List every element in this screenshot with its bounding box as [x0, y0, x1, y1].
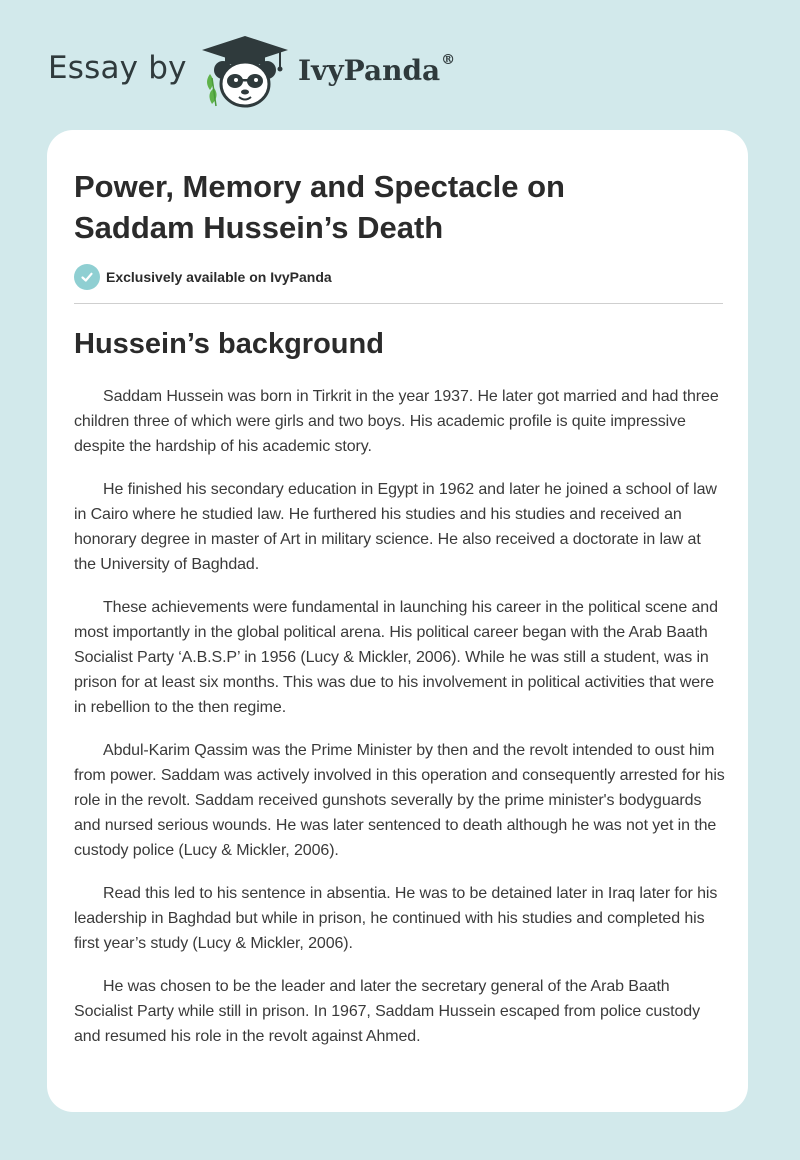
- essay-card: [47, 130, 748, 1112]
- paragraph: He was chosen to be the leader and later the secretary general of the Arab Baath Socialist Party while still in prison. In 1967, Saddam Hussein escaped from police custody and resumed his role in the revolt against Ahmed.: [74, 978, 700, 1045]
- exclusive-badge: [74, 264, 332, 290]
- paragraph: He finished his secondary education in Egypt in 1962 and later he joined a school of law in Cairo where he studied law. He furthered his studies and his studies and received an honorary degree in master of Art in military science. He also received a doctorate in law at the University of Baghdad.: [74, 481, 717, 573]
- exclusive-badge-label: Exclusively available on IvyPanda: [106, 269, 332, 285]
- title-divider: [74, 303, 723, 304]
- check-circle-icon: [74, 264, 100, 290]
- section-heading: Hussein’s background: [74, 328, 384, 360]
- site-header: [48, 30, 548, 110]
- paragraph: These achievements were fundamental in launching his career in the political scene and most importantly in the global political arena. His political career began with the Arab Baath Socialist Party ‘A.B.S.P’ in 1956 (Lucy & Mickler, 2006). While he was still a student, was in prison for at least six months. This was due to his involvement in political activities that were in rebellion to the then regime.: [74, 599, 718, 716]
- essay-title: Power, Memory and Spectacle on Saddam Hussein’s Death: [74, 169, 565, 245]
- paragraph: Read this led to his sentence in absentia. He was to be detained later in Iraq later for his leadership in Baghdad but while in prison, he continued with his studies and completed his first year’s study (Lucy & Mickler, 2006).: [74, 885, 718, 952]
- paragraph: Saddam Hussein was born in Tirkrit in the year 1937. He later got married and had three children three of which were girls and two boys. His academic profile is quite impressive despite the hardship of his academic story.: [74, 388, 719, 455]
- essay-by-label: Essay by: [48, 50, 187, 86]
- ivypanda-logo-icon[interactable]: [200, 34, 290, 110]
- registered-mark: ®: [441, 52, 456, 68]
- ivypanda-brand-name[interactable]: [298, 54, 455, 87]
- essay-body: [74, 384, 726, 1067]
- paragraph: Abdul-Karim Qassim was the Prime Minister by then and the revolt intended to oust him from power. Saddam was actively involved in this operation and consequently arrested for his role in the revolt. Saddam received gunshots severally by the prime minister's bodyguards and nursed serious wounds. He was later sentenced to death although he was not yet in the custody police (Lucy & Mickler, 2006).: [74, 742, 725, 859]
- brand-name-text: IvyPanda: [298, 54, 441, 87]
